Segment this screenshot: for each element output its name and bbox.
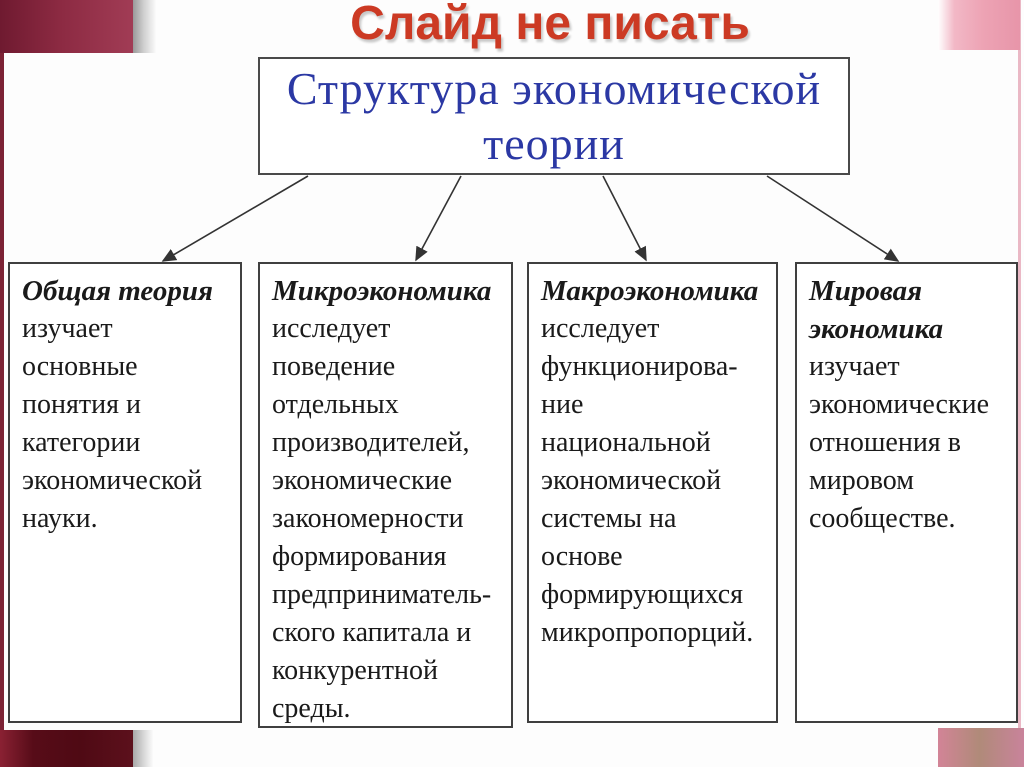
text-line: функционирова- bbox=[541, 351, 738, 382]
text-line: исследует bbox=[272, 313, 391, 344]
text-line: понятия и bbox=[22, 389, 141, 420]
text-line: изучает bbox=[22, 313, 113, 344]
text-line: поведение bbox=[272, 351, 396, 382]
text-line: экономические bbox=[809, 389, 990, 420]
text-line: науки. bbox=[22, 503, 98, 534]
diagram-root-box bbox=[258, 57, 850, 175]
text-line: теории bbox=[483, 118, 625, 169]
text-line: микропропорций. bbox=[541, 617, 754, 648]
arrow-to-branch-2 bbox=[416, 176, 461, 260]
branch-box-microeconomics bbox=[258, 262, 513, 728]
text-line: сообществе. bbox=[809, 503, 956, 534]
left-edge-accent-bar bbox=[0, 0, 4, 767]
bottom-right-corner-accent bbox=[938, 728, 1024, 767]
branch-body bbox=[541, 310, 768, 652]
text-line: конкурентной bbox=[272, 655, 438, 686]
connector-arrows bbox=[0, 170, 1024, 270]
branch-body bbox=[22, 310, 232, 538]
text-line: системы на bbox=[541, 503, 677, 534]
arrow-to-branch-1 bbox=[163, 176, 308, 261]
arrow-to-branch-3 bbox=[603, 176, 646, 260]
text-line: экономические bbox=[272, 465, 453, 496]
bottom-left-corner-fade bbox=[133, 730, 154, 767]
slide-annotation: Слайд не писать bbox=[350, 0, 750, 50]
text-line: основе bbox=[541, 541, 623, 572]
text-line: ского капитала и bbox=[272, 617, 472, 648]
text-line: мировом bbox=[809, 465, 914, 496]
text-line: экономической bbox=[541, 465, 722, 496]
text-line: изучает bbox=[809, 351, 900, 382]
text-line: исследует bbox=[541, 313, 660, 344]
branch-box-general-theory bbox=[8, 262, 242, 723]
text-line: Структура экономической bbox=[286, 63, 822, 114]
text-line: категории bbox=[22, 427, 141, 458]
text-line: отдельных bbox=[272, 389, 399, 420]
bottom-left-corner-accent bbox=[0, 730, 133, 767]
text-line: основные bbox=[22, 351, 138, 382]
text-line: формирования bbox=[272, 541, 447, 572]
arrow-to-branch-4 bbox=[767, 176, 898, 261]
text-line: экономической bbox=[22, 465, 203, 496]
text-line: формирующихся bbox=[541, 579, 744, 610]
diagram-root-title bbox=[260, 61, 848, 171]
text-line: производителей, bbox=[272, 427, 470, 458]
branch-box-macroeconomics bbox=[527, 262, 778, 723]
text-line: предприниматель- bbox=[272, 579, 492, 610]
branch-title: Мировая экономика bbox=[809, 275, 944, 345]
branch-box-world-economy bbox=[795, 262, 1018, 723]
text-line: национальной bbox=[541, 427, 711, 458]
branch-title: Макроэкономика bbox=[541, 275, 759, 307]
text-line: среды. bbox=[272, 693, 351, 724]
branch-title: Общая теория bbox=[22, 275, 213, 307]
branch-body bbox=[809, 348, 1008, 538]
branch-body bbox=[272, 310, 503, 728]
branch-title: Микроэкономика bbox=[272, 275, 492, 307]
text-line: ние bbox=[541, 389, 584, 420]
text-line: закономерности bbox=[272, 503, 464, 534]
right-edge-accent-bar bbox=[1018, 0, 1021, 767]
text-line: отношения в bbox=[809, 427, 961, 458]
